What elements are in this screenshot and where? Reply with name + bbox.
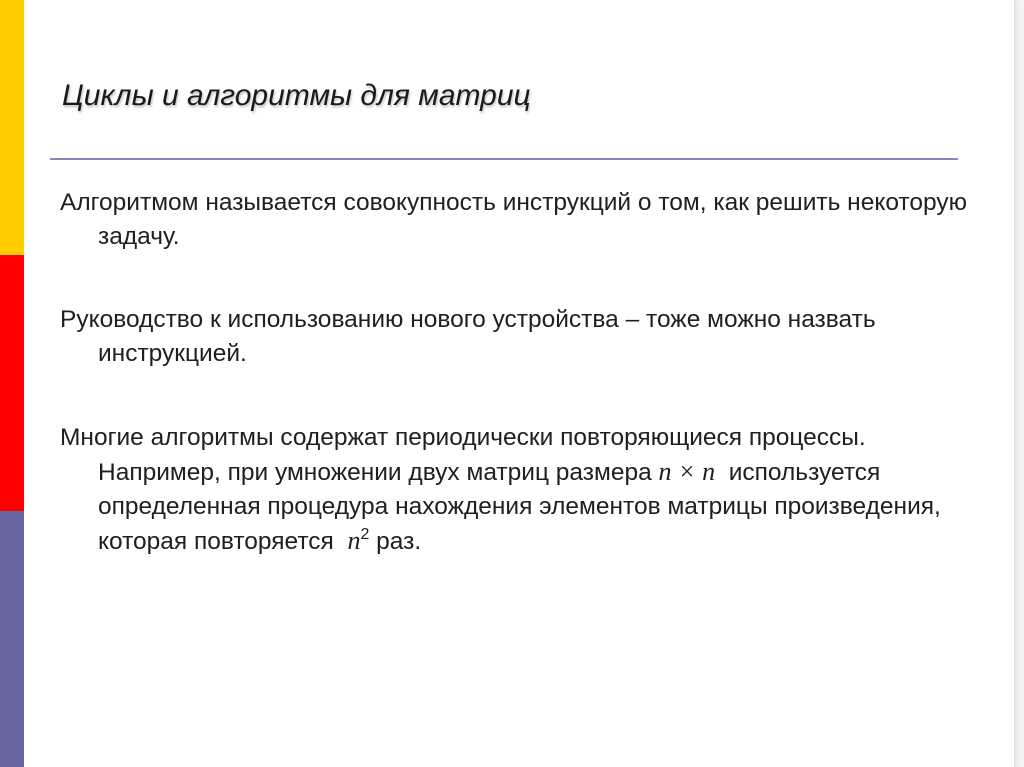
paragraph-manual-example: Руководство к использованию нового устройства – тоже можно назвать инструкцией. [60, 306, 876, 367]
paragraph-text-before: Многие алгоритмы содержат периодически повторяющиеся процессы. Например, при умножении двух матриц размера [60, 424, 866, 486]
title-underline [50, 158, 958, 160]
math-power-base: n [347, 526, 361, 555]
paragraph-text-middle: используется определенная процедура нахождения элементов матрицы произведения, которая повторяется [98, 459, 941, 555]
slide-title: Циклы и алгоритмы для матриц [62, 79, 531, 112]
paragraph-matrix-example [60, 421, 978, 559]
accent-bar-red [0, 255, 24, 511]
math-matrix-size: n × n [658, 457, 716, 486]
paragraph-text-after: раз. [376, 528, 422, 555]
math-power-exponent: 2 [360, 526, 370, 543]
accent-bar-yellow [0, 0, 24, 255]
accent-bar-blue [0, 511, 24, 767]
paragraph-algorithm-definition: Алгоритмом называется совокупность инструкций о том, как решить некоторую задачу. [60, 189, 967, 250]
